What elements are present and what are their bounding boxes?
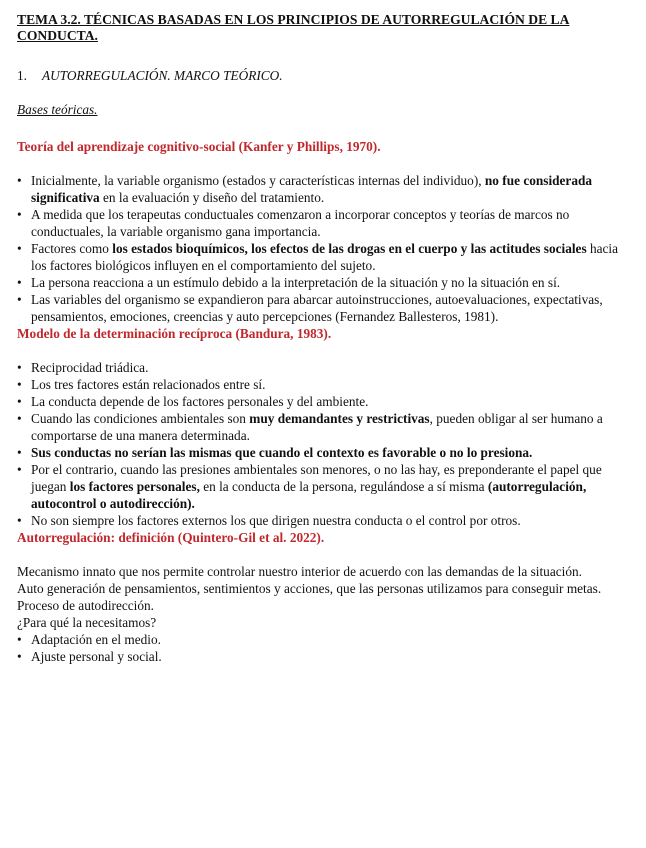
- list-item: • La conducta depende de los factores personales y del ambiente.: [17, 394, 369, 409]
- list-item: • Factores como los estados bioquímicos, los efectos de las drogas en el cuerpo y las actitudes sociales hacia los factores biológicos influyen en el comportamiento del sujeto.: [17, 241, 618, 273]
- bullet-icon: •: [17, 292, 22, 307]
- bullet-icon: •: [17, 462, 22, 477]
- autorregulacion-list: [17, 631, 629, 665]
- section-number: 1.: [17, 68, 27, 83]
- bullet-icon: •: [17, 241, 22, 256]
- heading-autorregulacion: Autorregulación: definición (Quintero-Gil et al. 2022).: [17, 530, 325, 545]
- bases-teoricas-label: Bases teóricas.: [17, 102, 98, 117]
- kanfer-list: [17, 172, 629, 325]
- list-item: • No son siempre los factores externos los que dirigen nuestra conducta o el control por otros.: [17, 513, 521, 528]
- paragraph: ¿Para qué la necesitamos?: [17, 615, 157, 630]
- document-page: [17, 12, 629, 665]
- list-item: • Ajuste personal y social.: [17, 649, 162, 664]
- list-item: • Por el contrario, cuando las presiones ambientales son menores, o no las hay, es preponderante el papel que juegan los factores personales, en la conducta de la persona, regulándose a sí misma (autorregulación, autocontrol o autodirección).: [17, 462, 602, 511]
- heading-bandura: Modelo de la determinación recíproca (Bandura, 1983).: [17, 326, 332, 341]
- section-label: AUTORREGULACIÓN. MARCO TEÓRICO.: [42, 68, 283, 83]
- list-item: • Cuando las condiciones ambientales son muy demandantes y restrictivas, pueden obligar al ser humano a comportarse de una manera determinada.: [17, 411, 603, 443]
- paragraph: Proceso de autodirección.: [17, 598, 154, 613]
- section-heading-1: [17, 67, 629, 84]
- list-item: • Las variables del organismo se expandieron para abarcar autoinstrucciones, autoevaluaciones, expectativas, pensamientos, emociones, creencias y auto percepciones (Fernandez Ballesteros, 1981).: [17, 292, 603, 324]
- paragraph: Mecanismo innato que nos permite controlar nuestro interior de acuerdo con las demandas de la situación.: [17, 564, 582, 579]
- bullet-icon: •: [17, 513, 22, 528]
- bullet-icon: •: [17, 394, 22, 409]
- bullet-icon: •: [17, 360, 22, 375]
- bullet-icon: •: [17, 207, 22, 222]
- list-item: • Sus conductas no serían las mismas que cuando el contexto es favorable o no lo presiona.: [17, 445, 533, 460]
- bullet-icon: •: [17, 649, 22, 664]
- heading-kanfer: Teoría del aprendizaje cognitivo-social (Kanfer y Phillips, 1970).: [17, 139, 381, 154]
- document-title: TEMA 3.2. TÉCNICAS BASADAS EN LOS PRINCIPIOS DE AUTORREGULACIÓN DE LA CONDUCTA.: [17, 12, 570, 43]
- list-item: • Los tres factores están relacionados entre sí.: [17, 377, 266, 392]
- bullet-icon: •: [17, 445, 22, 460]
- bullet-icon: •: [17, 275, 22, 290]
- autorregulacion-body: [17, 563, 629, 665]
- list-item: • Inicialmente, la variable organismo (estados y características internas del individuo), no fue considerada significativa en la evaluación y diseño del tratamiento.: [17, 173, 593, 205]
- paragraph: Auto generación de pensamientos, sentimientos y acciones, que las personas utilizamos para conseguir metas.: [17, 581, 602, 596]
- list-item: • La persona reacciona a un estímulo debido a la interpretación de la situación y no la situación en sí.: [17, 275, 561, 290]
- bandura-list: [17, 359, 629, 529]
- bullet-icon: •: [17, 411, 22, 426]
- bullet-icon: •: [17, 377, 22, 392]
- list-item: • A medida que los terapeutas conductuales comenzaron a incorporar conceptos y teorías de marcos no conductuales, la variable organismo gana importancia.: [17, 207, 570, 239]
- list-item: • Reciprocidad triádica.: [17, 360, 149, 375]
- bullet-icon: •: [17, 173, 22, 188]
- list-item: • Adaptación en el medio.: [17, 632, 161, 647]
- bullet-icon: •: [17, 632, 22, 647]
